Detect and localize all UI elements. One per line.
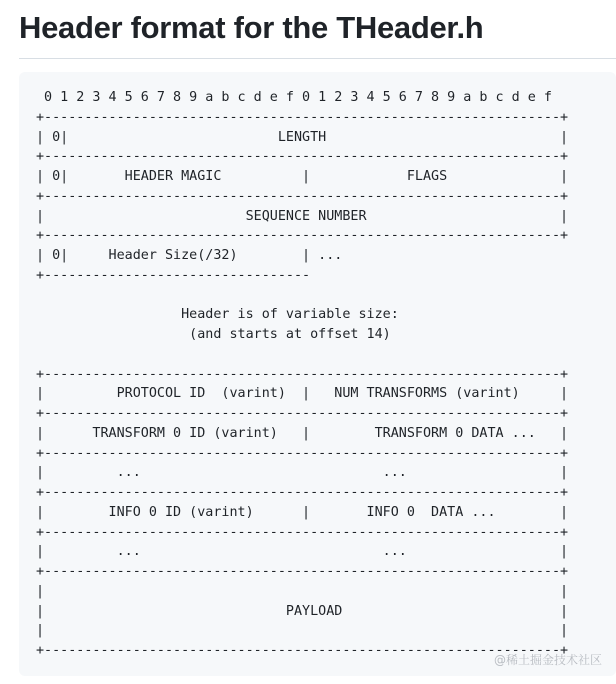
page-title: Header format for the THeader.h xyxy=(19,10,484,45)
code-block xyxy=(19,72,616,676)
watermark: @稀土掘金技术社区 xyxy=(493,653,602,667)
header-format-diagram: 0 1 2 3 4 5 6 7 8 9 a b c d e f 0 1 2 3 4 5 6 7 8 9 a b c d e f +----------------------------------------------------------------+ | 0| LENGTH | +----------------------------------------------------------------+ | 0| HEADER MAGIC | FLAGS | +----------------------------------------------------------------+ | SEQUENCE NUMBER | +----------------------------------------------------------------+ | 0| Header Size(/32) | ... +--------------------------------- Header is of variable size: (and starts at offset 14) +----------------------------------------------------------------+ | PROTOCOL ID (varint) | NUM TRANSFORMS (varint) | +----------------------------------------------------------------+ | TRANSFORM 0 ID (varint) | TRANSFORM 0 DATA ... | +----------------------------------------------------------------+ | ... ... | +----------------------------------------------------------------+ | INFO 0 ID (varint) | INFO 0 DATA ... | +----------------------------------------------------------------+ | ... ... | +----------------------------------------------------------------+ | | | PAYLOAD | | | +----------------------------------------------------------------+ xyxy=(36,90,569,658)
heading-divider xyxy=(19,58,616,59)
